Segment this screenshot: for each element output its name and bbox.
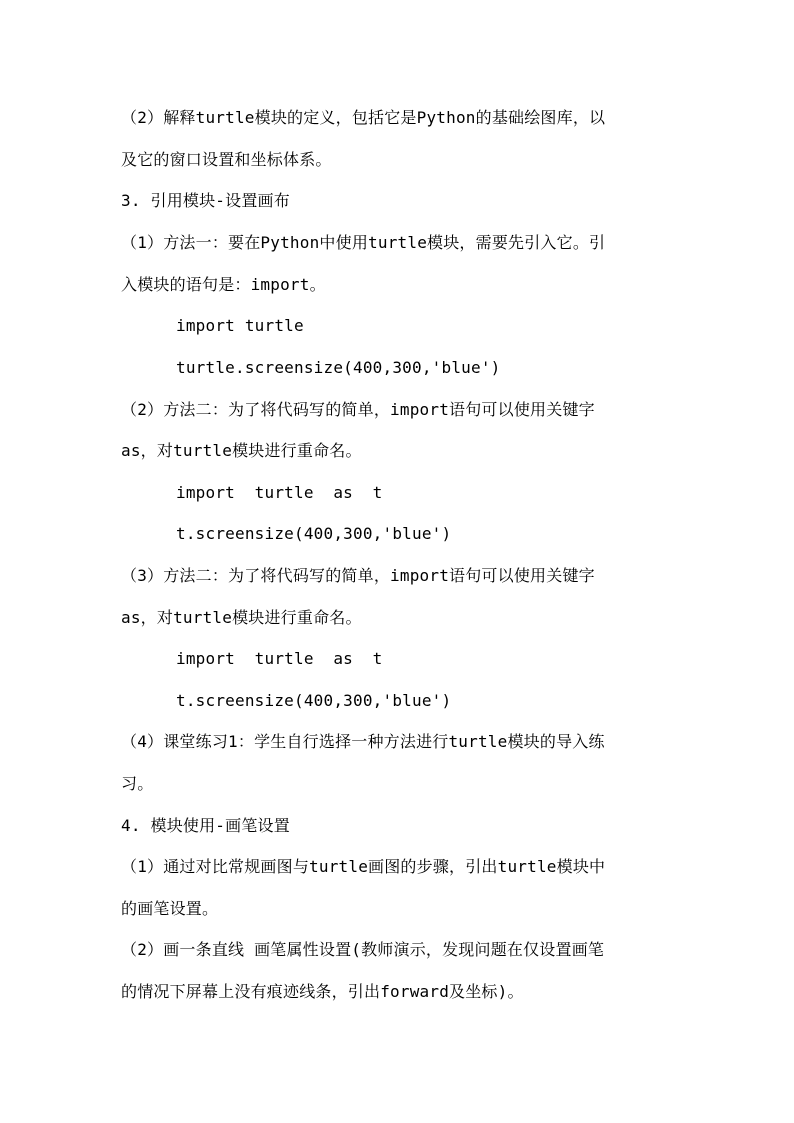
paragraph-line: （1）通过对比常规画图与turtle画图的步骤，引出turtle模块中 bbox=[121, 857, 606, 876]
paragraph-line: as，对turtle模块进行重命名。 bbox=[121, 441, 362, 460]
paragraph-line: 入模块的语句是：import。 bbox=[121, 275, 326, 294]
paragraph-line: （1）方法一：要在Python中使用turtle模块，需要先引入它。引 bbox=[121, 233, 606, 252]
paragraph-line: 的情况下屏幕上没有痕迹线条，引出forward及坐标)。 bbox=[121, 982, 524, 1001]
paragraph-line: 及它的窗口设置和坐标体系。 bbox=[121, 150, 332, 169]
paragraph-line: （2）画一条直线 画笔属性设置(教师演示，发现问题在仅设置画笔 bbox=[121, 940, 605, 959]
code-line: turtle.screensize(400,300,'blue') bbox=[176, 358, 501, 377]
paragraph-line: （3）方法二：为了将代码写的简单，import语句可以使用关键字 bbox=[121, 566, 595, 585]
section-heading: 4. 模块使用-画笔设置 bbox=[121, 816, 290, 835]
paragraph-line: （4）课堂练习1：学生自行选择一种方法进行turtle模块的导入练 bbox=[121, 732, 605, 751]
code-line: import turtle bbox=[176, 316, 304, 335]
code-line: import turtle as t bbox=[176, 649, 383, 668]
section-heading: 3. 引用模块-设置画布 bbox=[121, 191, 290, 210]
paragraph-line: （2）解释turtle模块的定义，包括它是Python的基础绘图库，以 bbox=[121, 108, 606, 127]
code-line: import turtle as t bbox=[176, 483, 383, 502]
paragraph-line: （2）方法二：为了将代码写的简单，import语句可以使用关键字 bbox=[121, 400, 595, 419]
paragraph-line: 习。 bbox=[121, 774, 154, 793]
code-line: t.screensize(400,300,'blue') bbox=[176, 691, 452, 710]
paragraph-line: as，对turtle模块进行重命名。 bbox=[121, 608, 362, 627]
paragraph-line: 的画笔设置。 bbox=[121, 899, 219, 918]
code-line: t.screensize(400,300,'blue') bbox=[176, 524, 452, 543]
